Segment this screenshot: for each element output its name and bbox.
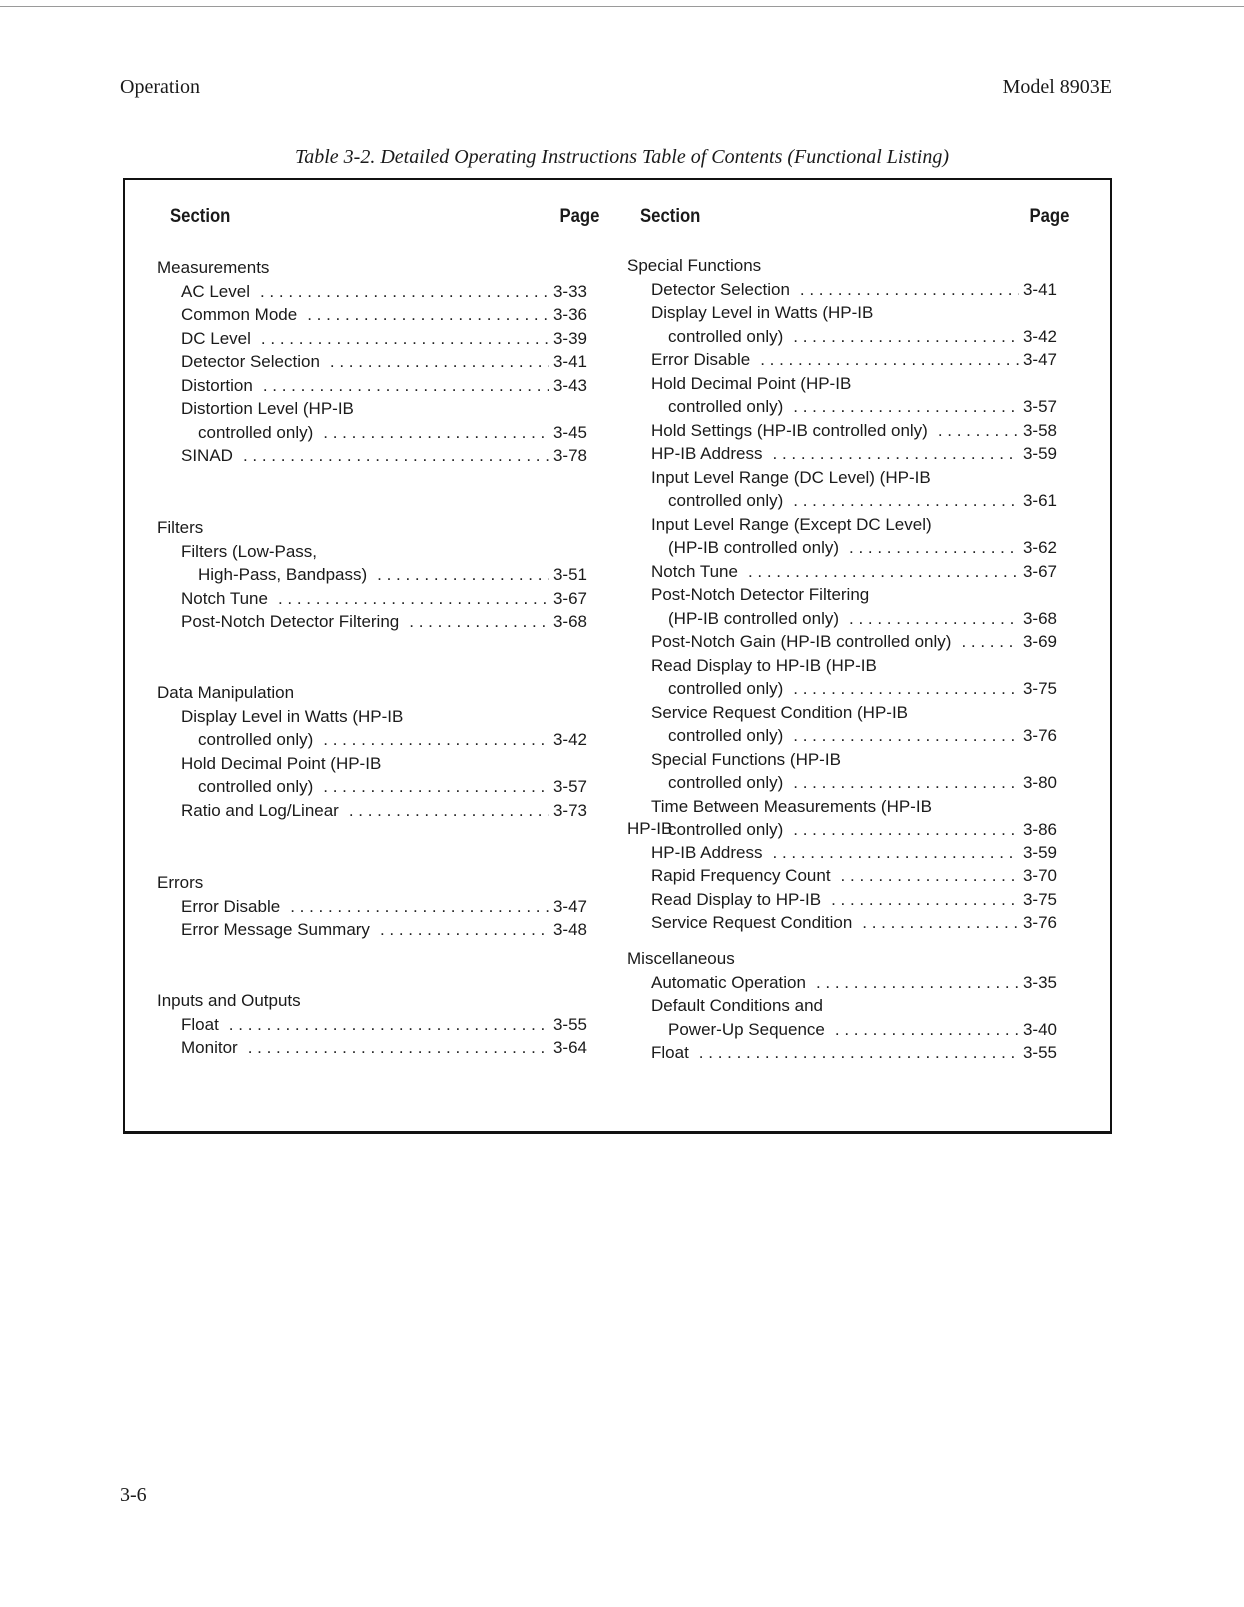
toc-entry bbox=[157, 1013, 587, 1037]
dot-leader bbox=[409, 610, 549, 634]
dot-leader bbox=[323, 775, 549, 799]
dot-leader bbox=[800, 278, 1019, 302]
toc-entry bbox=[627, 348, 1057, 372]
entry-text: Error Message Summary bbox=[181, 920, 370, 939]
toc-entry bbox=[157, 563, 587, 587]
entry-page-number: 3-69 bbox=[1022, 632, 1057, 651]
dot-leader bbox=[290, 895, 549, 919]
dot-leader bbox=[938, 419, 1019, 443]
entry-text: controlled only) bbox=[668, 820, 784, 839]
group-special-functions bbox=[627, 254, 1057, 842]
entry-page-number: 3-80 bbox=[1022, 773, 1057, 792]
toc-entry bbox=[627, 489, 1057, 513]
entry-page-number: 3-68 bbox=[1022, 608, 1057, 628]
entry-text: Detector Selection bbox=[651, 279, 790, 299]
entry-page-number: 3-42 bbox=[1022, 326, 1057, 346]
entry-text: controlled only) bbox=[668, 491, 784, 510]
group-title: Special Functions bbox=[627, 256, 762, 275]
toc-entry bbox=[627, 466, 1057, 490]
entry-text: Float bbox=[181, 1014, 219, 1034]
toc-entry bbox=[157, 752, 587, 776]
entry-text: Time Between Measurements (HP-IB bbox=[651, 796, 932, 816]
entry-text: controlled only) bbox=[198, 422, 314, 442]
toc-entry bbox=[157, 327, 587, 351]
page-heading-left: Page bbox=[559, 206, 599, 227]
entry-text: (HP-IB controlled only) bbox=[668, 608, 840, 628]
toc-entry bbox=[157, 280, 587, 304]
entry-text: High-Pass, Bandpass) bbox=[198, 565, 368, 584]
toc-entry bbox=[627, 994, 1057, 1018]
dot-leader bbox=[961, 630, 1019, 654]
toc-entry bbox=[157, 587, 587, 611]
entry-text: Filters (Low-Pass, bbox=[181, 541, 318, 561]
group-filters bbox=[157, 516, 587, 634]
entry-text: Error Disable bbox=[181, 896, 281, 916]
entry-text: HP-IB Address bbox=[651, 444, 763, 463]
toc-entry bbox=[157, 610, 587, 634]
entry-text: Display Level in Watts (HP-IB bbox=[651, 303, 874, 322]
dot-leader bbox=[831, 888, 1019, 912]
entry-text: AC Level bbox=[181, 281, 250, 301]
dot-leader bbox=[773, 442, 1019, 466]
toc-entry bbox=[627, 864, 1057, 888]
table-caption: Table 3-2. Detailed Operating Instructions Table of Contents (Functional Listing) bbox=[294, 146, 950, 168]
entry-page-number: 3-78 bbox=[552, 446, 587, 465]
toc-entry bbox=[627, 536, 1057, 560]
entry-text: Post-Notch Detector Filtering bbox=[181, 612, 400, 631]
entry-page-number: 3-59 bbox=[1022, 444, 1057, 463]
dot-leader bbox=[699, 1041, 1019, 1065]
entry-page-number: 3-70 bbox=[1022, 866, 1057, 885]
entry-text: Hold Decimal Point (HP-IB bbox=[181, 753, 382, 773]
toc-entry bbox=[627, 278, 1057, 302]
dot-leader bbox=[330, 350, 549, 374]
group-title: Errors bbox=[157, 873, 204, 892]
entry-page-number: 3-58 bbox=[1022, 420, 1057, 440]
entry-page-number: 3-76 bbox=[1022, 726, 1057, 745]
toc-entry bbox=[627, 583, 1057, 607]
dot-leader bbox=[748, 560, 1019, 584]
entry-page-number: 3-47 bbox=[1022, 350, 1057, 369]
entry-page-number: 3-36 bbox=[552, 305, 587, 324]
group-hp-ib bbox=[627, 817, 1057, 935]
toc-entry bbox=[157, 444, 587, 468]
entry-page-number: 3-67 bbox=[552, 588, 587, 608]
toc-entry bbox=[157, 421, 587, 445]
toc-entry bbox=[627, 841, 1057, 865]
entry-page-number: 3-41 bbox=[1022, 279, 1057, 299]
top-rule bbox=[0, 6, 1244, 7]
dot-leader bbox=[849, 536, 1019, 560]
group-errors bbox=[157, 871, 587, 942]
toc-entry bbox=[627, 513, 1057, 537]
toc-entry bbox=[627, 677, 1057, 701]
entry-text: Hold Decimal Point (HP-IB bbox=[651, 373, 852, 393]
entry-text: Display Level in Watts (HP-IB bbox=[181, 706, 404, 726]
entry-text: controlled only) bbox=[668, 397, 784, 416]
dot-leader bbox=[323, 421, 549, 445]
toc-entry bbox=[627, 911, 1057, 935]
entry-text: Power-Up Sequence bbox=[668, 1019, 825, 1039]
entry-text: Automatic Operation bbox=[651, 972, 806, 992]
entry-text: Notch Tune bbox=[651, 561, 738, 581]
entry-text: Service Request Condition (HP-IB bbox=[651, 702, 909, 722]
contents-table bbox=[123, 178, 1112, 1134]
dot-leader bbox=[248, 1036, 549, 1060]
toc-entry bbox=[627, 971, 1057, 995]
entry-text: Post-Notch Detector Filtering bbox=[651, 585, 870, 604]
toc-entry bbox=[627, 795, 1057, 819]
toc-entry bbox=[157, 303, 587, 327]
entry-page-number: 3-86 bbox=[1022, 820, 1057, 839]
dot-leader bbox=[260, 280, 549, 304]
entry-text: Notch Tune bbox=[181, 588, 268, 608]
group-title: Inputs and Outputs bbox=[157, 991, 301, 1010]
toc-entry bbox=[627, 325, 1057, 349]
dot-leader bbox=[773, 841, 1019, 865]
entry-text: controlled only) bbox=[668, 726, 784, 745]
entry-text: Rapid Frequency Count bbox=[651, 866, 831, 885]
toc-entry bbox=[157, 705, 587, 729]
dot-leader bbox=[793, 395, 1019, 419]
entry-text: controlled only) bbox=[668, 326, 784, 346]
toc-entry bbox=[627, 560, 1057, 584]
entry-page-number: 3-64 bbox=[552, 1038, 587, 1057]
dot-leader bbox=[793, 724, 1019, 748]
entry-page-number: 3-67 bbox=[1022, 561, 1057, 581]
running-header-section: Operation bbox=[120, 76, 200, 98]
toc-entry bbox=[627, 630, 1057, 654]
toc-entry bbox=[627, 724, 1057, 748]
dot-leader bbox=[323, 728, 549, 752]
dot-leader bbox=[243, 444, 549, 468]
entry-page-number: 3-45 bbox=[552, 422, 587, 442]
group-data-manipulation bbox=[157, 681, 587, 822]
entry-text: Default Conditions and bbox=[651, 996, 824, 1015]
entry-page-number: 3-48 bbox=[552, 920, 587, 939]
toc-entry bbox=[157, 540, 587, 564]
dot-leader bbox=[793, 677, 1019, 701]
toc-entry bbox=[157, 918, 587, 942]
group-title: Miscellaneous bbox=[627, 949, 735, 968]
entry-text: SINAD bbox=[181, 446, 233, 465]
group-measurements bbox=[157, 256, 587, 468]
toc-entry bbox=[627, 301, 1057, 325]
entry-page-number: 3-55 bbox=[1022, 1043, 1057, 1062]
group-title: Measurements bbox=[157, 258, 270, 277]
entry-text: Distortion bbox=[181, 375, 253, 395]
page-number: 3-6 bbox=[120, 1484, 147, 1506]
dot-leader bbox=[380, 918, 549, 942]
entry-text: Monitor bbox=[181, 1038, 238, 1057]
dot-leader bbox=[278, 587, 549, 611]
toc-entry bbox=[157, 775, 587, 799]
entry-page-number: 3-55 bbox=[552, 1014, 587, 1034]
group-title: HP-IB bbox=[627, 819, 673, 838]
entry-text: (HP-IB controlled only) bbox=[668, 538, 840, 557]
entry-text: Read Display to HP-IB bbox=[651, 889, 822, 909]
entry-page-number: 3-35 bbox=[1022, 972, 1057, 992]
entry-text: Read Display to HP-IB (HP-IB bbox=[651, 655, 877, 675]
dot-leader bbox=[263, 374, 549, 398]
section-heading-left: Section bbox=[170, 206, 231, 227]
entry-text: Distortion Level (HP-IB bbox=[181, 399, 354, 418]
entry-text: controlled only) bbox=[668, 679, 784, 698]
toc-entry bbox=[627, 654, 1057, 678]
entry-text: Special Functions (HP-IB bbox=[651, 749, 841, 769]
entry-text: DC Level bbox=[181, 328, 251, 348]
entry-page-number: 3-40 bbox=[1022, 1019, 1057, 1039]
entry-text: Ratio and Log/Linear bbox=[181, 800, 339, 820]
entry-page-number: 3-39 bbox=[552, 328, 587, 348]
group-title: Data Manipulation bbox=[157, 683, 295, 702]
group-inputs-outputs bbox=[157, 989, 587, 1060]
toc-entry bbox=[157, 799, 587, 823]
dot-leader bbox=[229, 1013, 549, 1037]
entry-page-number: 3-75 bbox=[1022, 679, 1057, 698]
group-miscellaneous bbox=[627, 947, 1057, 1065]
dot-leader bbox=[816, 971, 1019, 995]
toc-entry bbox=[627, 701, 1057, 725]
toc-entry bbox=[157, 728, 587, 752]
dot-leader bbox=[793, 771, 1019, 795]
dot-leader bbox=[793, 325, 1019, 349]
group-title: Filters bbox=[157, 518, 204, 537]
entry-text: controlled only) bbox=[198, 777, 314, 796]
entry-page-number: 3-61 bbox=[1022, 491, 1057, 510]
entry-text: Post-Notch Gain (HP-IB controlled only) bbox=[651, 632, 952, 651]
entry-page-number: 3-43 bbox=[552, 375, 587, 395]
dot-leader bbox=[377, 563, 549, 587]
entry-page-number: 3-62 bbox=[1022, 538, 1057, 557]
entry-text: Hold Settings (HP-IB controlled only) bbox=[651, 420, 928, 440]
entry-page-number: 3-41 bbox=[552, 352, 587, 371]
entry-text: Common Mode bbox=[181, 305, 298, 324]
entry-text: Detector Selection bbox=[181, 352, 320, 371]
entry-page-number: 3-33 bbox=[552, 281, 587, 301]
entry-text: Error Disable bbox=[651, 350, 751, 369]
toc-entry bbox=[157, 397, 587, 421]
entry-page-number: 3-51 bbox=[552, 565, 587, 584]
dot-leader bbox=[835, 1018, 1019, 1042]
toc-entry bbox=[627, 419, 1057, 443]
toc-entry bbox=[157, 895, 587, 919]
entry-page-number: 3-76 bbox=[1022, 913, 1057, 932]
entry-text: Input Level Range (DC Level) (HP-IB bbox=[651, 467, 931, 487]
entry-page-number: 3-57 bbox=[1022, 397, 1057, 416]
toc-entry bbox=[157, 374, 587, 398]
dot-leader bbox=[760, 348, 1019, 372]
toc-entry bbox=[627, 771, 1057, 795]
toc-entry bbox=[627, 607, 1057, 631]
entry-page-number: 3-73 bbox=[552, 800, 587, 820]
entry-text: Service Request Condition bbox=[651, 913, 853, 932]
toc-entry bbox=[157, 1036, 587, 1060]
dot-leader bbox=[849, 607, 1019, 631]
dot-leader bbox=[793, 489, 1019, 513]
dot-leader bbox=[841, 864, 1019, 888]
entry-page-number: 3-47 bbox=[552, 896, 587, 916]
entry-page-number: 3-42 bbox=[552, 730, 587, 749]
entry-text: HP-IB Address bbox=[651, 842, 763, 862]
dot-leader bbox=[862, 911, 1019, 935]
toc-entry bbox=[627, 372, 1057, 396]
entry-text: Input Level Range (Except DC Level) bbox=[651, 514, 932, 534]
entry-page-number: 3-75 bbox=[1022, 889, 1057, 909]
dot-leader bbox=[307, 303, 549, 327]
toc-entry bbox=[627, 1041, 1057, 1065]
toc-entry bbox=[627, 748, 1057, 772]
entry-text: Float bbox=[651, 1043, 689, 1062]
entry-page-number: 3-68 bbox=[552, 612, 587, 631]
toc-entry bbox=[627, 888, 1057, 912]
entry-page-number: 3-57 bbox=[552, 777, 587, 796]
toc-entry bbox=[627, 1018, 1057, 1042]
dot-leader bbox=[261, 327, 549, 351]
entry-text: controlled only) bbox=[668, 773, 784, 792]
section-heading-right: Section bbox=[640, 206, 701, 227]
page-heading-right: Page bbox=[1029, 206, 1069, 227]
entry-text: controlled only) bbox=[198, 730, 314, 749]
toc-entry bbox=[157, 350, 587, 374]
toc-entry bbox=[627, 395, 1057, 419]
dot-leader bbox=[349, 799, 549, 823]
entry-page-number: 3-59 bbox=[1022, 842, 1057, 862]
running-header-model: Model 8903E bbox=[1002, 76, 1112, 98]
toc-entry bbox=[627, 442, 1057, 466]
